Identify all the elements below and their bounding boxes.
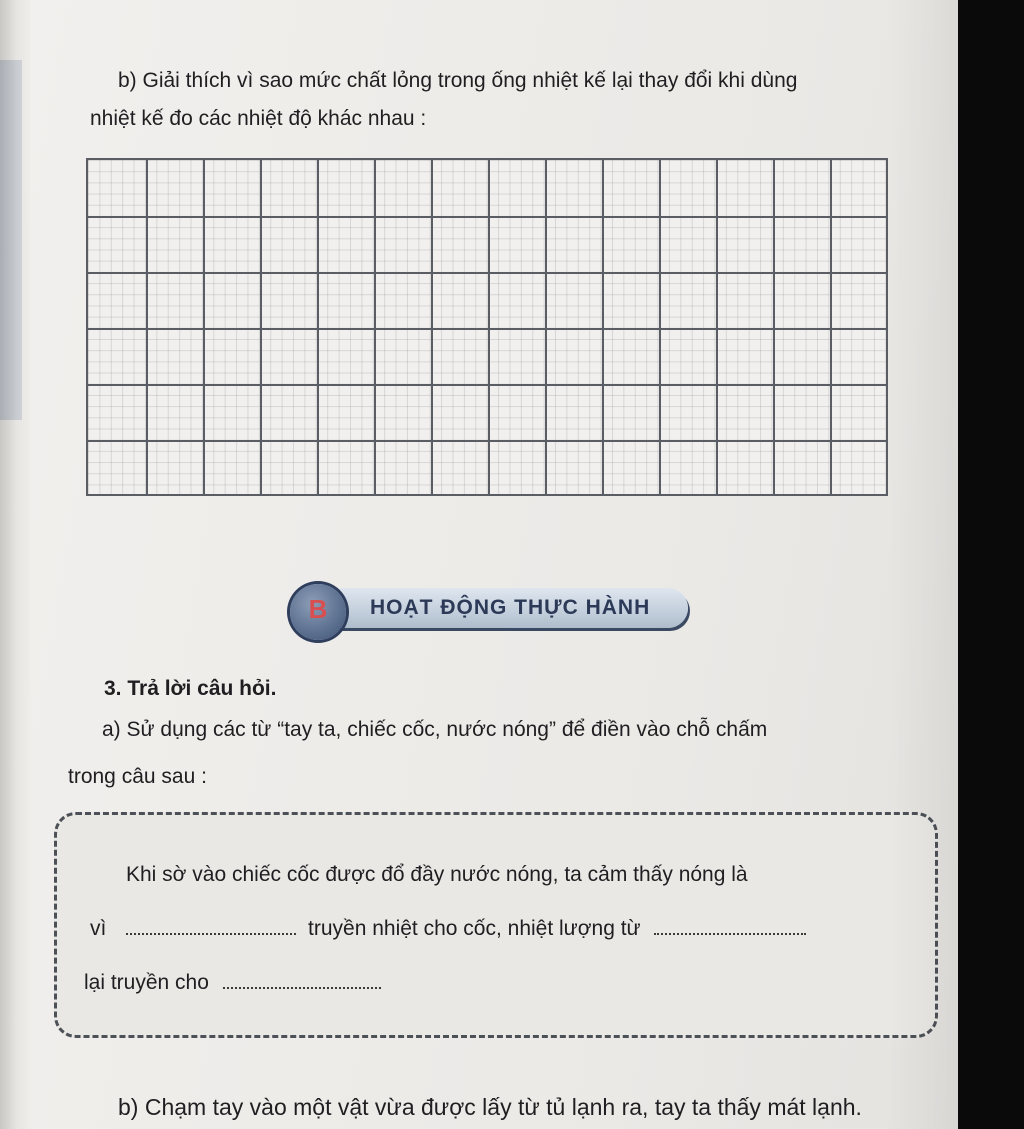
fill-box-line3 [84,970,381,995]
page-shadow [888,0,958,1129]
binding-strip [0,60,22,420]
question-3b: b) Chạm tay vào một vật vừa được lấy từ tủ lạnh ra, tay ta thấy mát lạnh. [118,1094,862,1120]
section-badge-letter: B [308,594,328,624]
section-title: HOẠT ĐỘNG THỰC HÀNH [370,596,651,619]
answer-grid[interactable] [86,158,888,496]
section-b-header [290,584,692,640]
blank-1[interactable] [126,933,296,935]
fill-box-line2 [90,916,806,941]
fill-box-line3-start: lại truyền cho [84,971,209,994]
question-3-heading: 3. Trả lời câu hỏi. [104,677,277,700]
fill-box-line2-middle: truyền nhiệt cho cốc, nhiệt lượng từ [308,917,641,940]
question-b-line2: nhiệt kế đo các nhiệt độ khác nhau : [90,107,427,130]
question-3a-line2: trong câu sau : [68,765,207,788]
fill-box-line1: Khi sờ vào chiếc cốc được đổ đầy nước nóng, ta cảm thấy nóng là [126,863,748,886]
blank-3[interactable] [223,987,381,989]
question-3a-line1: a) Sử dụng các từ “tay ta, chiếc cốc, nước nóng” để điền vào chỗ chấm [102,718,768,741]
fill-box-line2-start: vì [90,917,107,940]
blank-2[interactable] [654,933,806,935]
question-b-line1: b) Giải thích vì sao mức chất lỏng trong ống nhiệt kế lại thay đổi khi dùng [118,69,798,92]
